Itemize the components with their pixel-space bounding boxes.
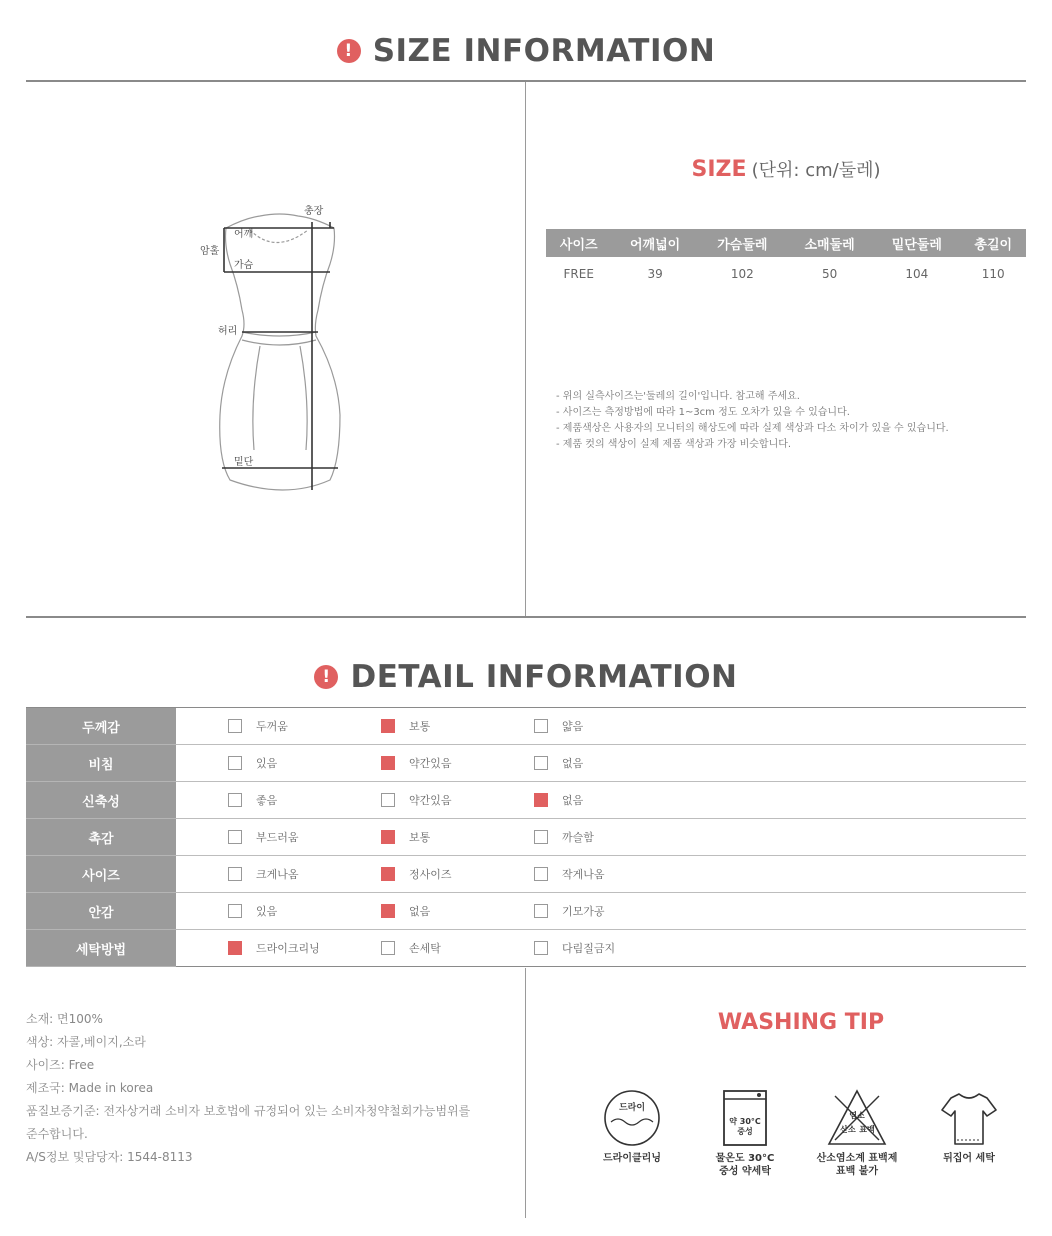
detail-option[interactable]: [228, 755, 381, 771]
size-col-header: 가슴둘레: [699, 229, 786, 257]
detail-option[interactable]: [534, 866, 605, 882]
detail-option[interactable]: [381, 718, 534, 734]
detail-options: [176, 782, 1026, 819]
detail-table: [26, 707, 1026, 967]
detail-option[interactable]: [381, 829, 534, 845]
option-label: 있음: [256, 757, 278, 770]
detail-row-label: 사이즈: [26, 856, 176, 893]
size-col-header: 총길이: [960, 229, 1026, 257]
note-item: - 사이즈는 측정방법에 따라 1~3cm 정도 오차가 있을 수 있습니다.: [556, 407, 850, 418]
checkbox[interactable]: [381, 793, 395, 807]
option-label: 없음: [562, 794, 584, 807]
info-origin: 제조국: Made in korea: [26, 1081, 154, 1095]
option-label: 크게나옴: [256, 868, 299, 881]
detail-option[interactable]: [381, 866, 534, 882]
size-cell: 102: [730, 267, 754, 281]
option-label: 보통: [409, 831, 431, 844]
wash-item-bleach: [802, 1088, 912, 1178]
detail-option[interactable]: [381, 940, 534, 956]
size-cell: FREE: [563, 267, 594, 281]
checkbox[interactable]: [381, 719, 395, 733]
checkbox[interactable]: [534, 830, 548, 844]
option-label: 다림질금지: [562, 942, 616, 955]
checkbox[interactable]: [381, 756, 395, 770]
option-label: 드라이크리닝: [256, 942, 320, 955]
checkbox[interactable]: [381, 867, 395, 881]
detail-option[interactable]: [228, 718, 381, 734]
dress-diagram: [190, 200, 350, 500]
detail-option[interactable]: [381, 792, 534, 808]
detail-option[interactable]: [228, 940, 381, 956]
divider: [26, 616, 1026, 618]
diagram-label-length: 총장: [304, 206, 324, 217]
option-label: 정사이즈: [409, 868, 452, 881]
washing-title: WASHING TIP: [717, 1010, 885, 1035]
table-row: [26, 819, 1026, 856]
size-cell: 50: [821, 267, 838, 281]
detail-options: [176, 819, 1026, 856]
wash-label: 산소염소계 표백제: [816, 1153, 898, 1164]
checkbox[interactable]: [534, 867, 548, 881]
size-section-title: [0, 28, 1052, 69]
info-material: 소재: 면100%: [26, 1012, 103, 1026]
info-size: 사이즈: Free: [26, 1058, 95, 1072]
checkbox[interactable]: [534, 756, 548, 770]
checkbox[interactable]: [534, 941, 548, 955]
table-row: [26, 745, 1026, 782]
divider: [26, 80, 1026, 82]
detail-option[interactable]: [534, 940, 615, 956]
checkbox[interactable]: [228, 719, 242, 733]
diagram-label-shoulder: 어깨: [234, 229, 254, 240]
option-label: 보통: [409, 720, 431, 733]
detail-option[interactable]: [534, 792, 583, 808]
size-table-head-row: [546, 229, 1026, 257]
detail-option[interactable]: [534, 755, 583, 771]
exclamation-icon: !: [337, 39, 361, 63]
checkbox[interactable]: [228, 867, 242, 881]
detail-option[interactable]: [381, 755, 534, 771]
dress-outline-icon: [220, 214, 340, 490]
detail-options: [176, 856, 1026, 893]
checkbox[interactable]: [534, 793, 548, 807]
size-cell: 104: [905, 267, 929, 281]
checkbox[interactable]: [534, 719, 548, 733]
info-warranty: 품질보증기준: 전자상거래 소비자 보호법에 규정되어 있는 소비자청약철회가능범위를: [26, 1104, 471, 1118]
option-label: 두꺼움: [256, 720, 288, 733]
tshirt-icon: [939, 1088, 999, 1148]
wash-item-water: [690, 1088, 800, 1178]
size-title-text: SIZE INFORMATION: [372, 33, 716, 69]
detail-option[interactable]: [228, 903, 381, 919]
bleach-chlorine-text: 염소: [849, 1111, 865, 1120]
option-label: 약간있음: [409, 757, 452, 770]
option-label: 까슬함: [562, 831, 594, 844]
bleach-oxygen-text: 산소: [840, 1125, 856, 1134]
checkbox[interactable]: [228, 904, 242, 918]
wash-label: 물온도 30°C: [715, 1153, 775, 1164]
size-col-header: 소매둘레: [786, 229, 873, 257]
size-cell: 110: [981, 267, 1005, 281]
size-notes: [556, 389, 1026, 453]
table-row: [26, 930, 1026, 967]
detail-options: [176, 708, 1026, 745]
wash-label: 뒤집어 세탁: [943, 1153, 995, 1164]
detail-option[interactable]: [534, 829, 594, 845]
diagram-label-hem: 밑단: [234, 457, 254, 468]
exclamation-icon: !: [314, 665, 338, 689]
checkbox[interactable]: [534, 904, 548, 918]
info-warranty-cont: 준수합니다.: [26, 1127, 88, 1141]
checkbox[interactable]: [381, 904, 395, 918]
note-item: - 위의 실측사이즈는'둘레의 길이'입니다. 참고해 주세요.: [556, 391, 800, 402]
product-info: [26, 1008, 521, 1169]
option-label: 손세탁: [409, 942, 441, 955]
wash-label: 드라이클리닝: [603, 1153, 661, 1164]
bleach-text: 표백: [859, 1125, 875, 1134]
checkbox[interactable]: [228, 941, 242, 955]
option-label: 좋음: [256, 794, 278, 807]
option-label: 있음: [256, 905, 278, 918]
diagram-label-waist: 허리: [218, 326, 238, 337]
detail-option[interactable]: [228, 792, 381, 808]
option-label: 기모가공: [562, 905, 605, 918]
detail-options: [176, 745, 1026, 782]
option-label: 약간있음: [409, 794, 452, 807]
option-label: 얇음: [562, 720, 584, 733]
detail-row-label: 신축성: [26, 782, 176, 819]
info-colors: 색상: 자콜,베이지,소라: [26, 1035, 146, 1049]
option-label: 없음: [409, 905, 431, 918]
detail-option[interactable]: [534, 903, 605, 919]
water-temp-icon: [715, 1088, 775, 1148]
detail-section-title: [0, 654, 1052, 695]
detail-row-label: 세탁방법: [26, 930, 176, 967]
no-bleach-icon: [825, 1088, 889, 1148]
detail-row-label: 안감: [26, 893, 176, 930]
column-divider: [525, 968, 526, 1218]
size-cell: 39: [647, 267, 663, 281]
option-label: 부드러움: [256, 831, 299, 844]
diagram-label-chest: 가슴: [234, 260, 254, 271]
wash-label-2: 중성 약세탁: [719, 1166, 771, 1177]
table-row: [26, 708, 1026, 745]
dry-clean-icon: [602, 1088, 662, 1148]
option-label: 작게나옴: [562, 868, 605, 881]
size-table-header: [546, 156, 1026, 182]
detail-row-label: 촉감: [26, 819, 176, 856]
table-row: [26, 856, 1026, 893]
detail-row-label: 비침: [26, 745, 176, 782]
detail-options: [176, 893, 1026, 930]
checkbox[interactable]: [381, 941, 395, 955]
size-col-header: 사이즈: [546, 229, 611, 257]
wash-item-dry: [577, 1088, 687, 1165]
column-divider: [525, 82, 526, 616]
size-col-header: 밑단둘레: [873, 229, 960, 257]
detail-option[interactable]: [228, 829, 381, 845]
wash-item-inside-out: [914, 1088, 1024, 1165]
detail-options: [176, 930, 1026, 967]
size-word: SIZE: [691, 157, 747, 182]
option-label: 없음: [562, 757, 584, 770]
diagram-label-armhole: 암홀: [200, 246, 220, 257]
size-col-header: 어깨넓이: [611, 229, 698, 257]
size-table: [546, 229, 1026, 291]
checkbox[interactable]: [381, 830, 395, 844]
table-row: [26, 782, 1026, 819]
table-row: [546, 257, 1026, 291]
water-temp-text: 약 30°C: [729, 1117, 761, 1126]
table-row: [26, 893, 1026, 930]
checkbox[interactable]: [228, 830, 242, 844]
dry-icon-text: 드라이: [618, 1103, 646, 1113]
note-item: - 제품 컷의 색상이 실제 제품 색상과 가장 비슷합니다.: [556, 439, 792, 450]
detail-title-text: DETAIL INFORMATION: [350, 659, 738, 695]
checkbox[interactable]: [228, 756, 242, 770]
detail-row-label: 두께감: [26, 708, 176, 745]
info-as: A/S정보 및담당자: 1544-8113: [26, 1150, 193, 1164]
note-item: - 제품색상은 사용자의 모니터의 해상도에 따라 실제 색상과 다소 차이가 있을 수 있습니다.: [556, 423, 949, 434]
detail-option[interactable]: [381, 903, 534, 919]
wash-label-2: 표백 불가: [835, 1166, 879, 1177]
checkbox[interactable]: [228, 793, 242, 807]
size-unit: (단위: cm/둘레): [751, 160, 881, 181]
detail-option[interactable]: [228, 866, 381, 882]
detail-option[interactable]: [534, 718, 583, 734]
water-mode-text: 중성: [737, 1127, 753, 1136]
